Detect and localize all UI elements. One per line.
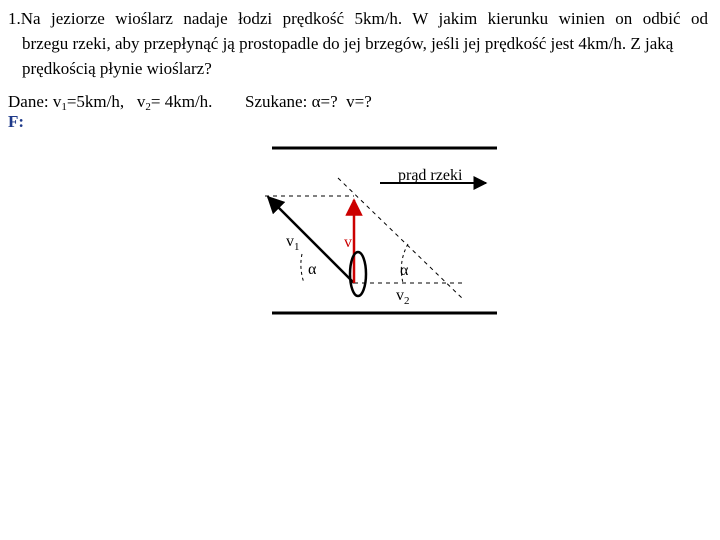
v-label: v (344, 234, 352, 251)
wanted-label: Szukane: (245, 92, 308, 111)
angle-arc-left (301, 254, 304, 283)
current-label: prąd rzeki (398, 167, 463, 184)
given-v1: $v_1=5km/h$, (52, 92, 125, 113)
given-v2: $v_2= 4km/h$. (136, 92, 213, 113)
alpha-left-label: α (308, 261, 317, 278)
dashed-diagonal (338, 178, 464, 300)
formula-label: F: (8, 112, 25, 131)
v1-label: $v_1$ (286, 233, 300, 253)
wanted-alpha: α=? (311, 92, 338, 111)
wanted-v: v=? (346, 92, 372, 111)
problem-line-3: prędkością płynie wioślarz? (22, 59, 212, 78)
boat-icon (350, 252, 366, 296)
given-label: Dane: (8, 92, 49, 111)
alpha-right-label: α (400, 262, 409, 279)
v2-label: $v_2$ (396, 287, 410, 307)
problem-line-1: 1.Na jeziorze wioślarz nadaje łodzi prędkość 5km/h. W jakim kierunku winien on odbić od (8, 9, 708, 28)
problem-line-2: brzegu rzeki, aby przepłynąć ją prostopadle do jej brzegów, jeśli jej prędkość jest 4km/h. Z jaką (22, 34, 674, 53)
